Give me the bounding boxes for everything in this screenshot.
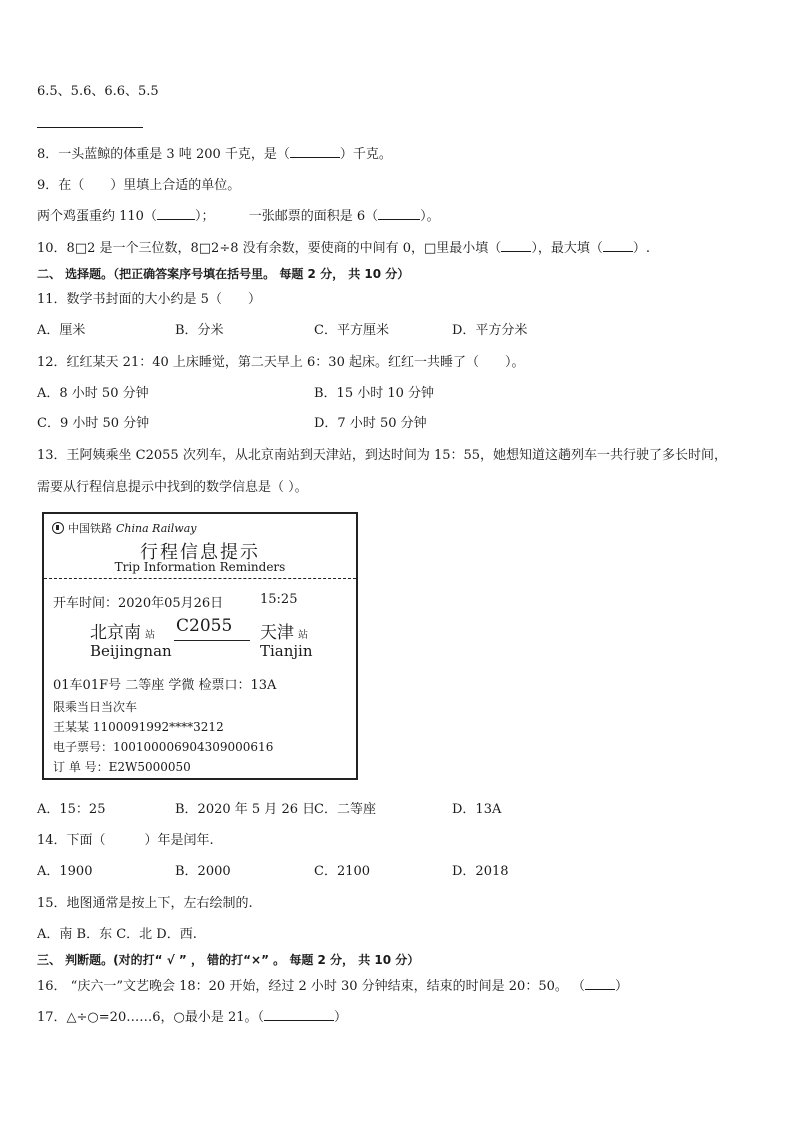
q10-text-after: ）.	[632, 241, 650, 256]
depart-time: 15:25	[260, 592, 298, 607]
question-12-stem: 12．红红某天 21：40 上床睡觉，第二天早上 6：30 起床。红红一共睡了（ ）。	[37, 355, 525, 370]
to-station-cn: 天津	[260, 623, 294, 643]
ticket-title: 行程信息提示	[140, 542, 260, 563]
answer-rule	[37, 127, 143, 128]
question-14-stem: 14．下面（ ）年是闰年.	[37, 833, 214, 848]
q14-option-b[interactable]: B．2000	[175, 864, 231, 879]
from-station-en: Beijingnan	[90, 642, 172, 660]
question-16	[37, 978, 628, 996]
q15-options[interactable]: A．南 B．东 C．北 D．西.	[37, 927, 197, 942]
to-station-suffix: 站	[298, 630, 308, 641]
logo-en: China Railway	[116, 521, 197, 535]
section-2-header: 二、 选择题。（把正确答案序号填在括号里。 每题 2 分， 共 10 分）	[37, 267, 410, 281]
railway-logo	[52, 520, 196, 536]
q17-text-before: 17．△÷○=20……6，○最小是 21。（	[37, 1010, 264, 1025]
order-number: 订 单 号：E2W5000050	[53, 760, 191, 774]
q14-option-c[interactable]: C．2100	[314, 864, 371, 879]
depart-date: 开车时间：2020年05月26日	[53, 596, 224, 611]
q10-blank-min[interactable]	[501, 240, 531, 252]
trip-info-ticket	[42, 512, 358, 780]
from-station-cn: 北京南	[90, 623, 141, 643]
ticket-subtitle: Trip Information Reminders	[114, 560, 286, 574]
q8-text-after: ）千克。	[339, 147, 392, 162]
to-station-en: Tianjin	[260, 642, 313, 660]
q13-option-a[interactable]: A．15：25	[37, 802, 106, 817]
eticket-number: 电子票号：10010000690430900061​6	[53, 740, 274, 754]
q7-options: 6.5、5.6、6.6、5.5	[37, 84, 159, 99]
ticket-notice: 限乘当日当次车	[53, 700, 138, 714]
passenger-info: 王某某 1100091992****3212	[53, 720, 224, 734]
section-3-header: 三、 判断题。(对的打“ √ ” ， 错的打“×” 。 每题 2 分， 共 10 分）	[37, 953, 420, 967]
question-15-stem: 15．地图通常是按上下，左右绘制的.	[37, 896, 253, 911]
from-station-suffix: 站	[145, 630, 155, 641]
question-8	[37, 146, 392, 164]
q11-option-d[interactable]: D．平方分米	[452, 323, 528, 338]
q9-part2-after: ）。	[420, 209, 440, 224]
q17-blank[interactable]	[264, 1009, 334, 1021]
question-13-stem-1: 13．王阿姨乘坐 C2055 次列车，从北京南站到天津站，到达时间为 15：55，她想知道这趟列车一共行驶了多长时间，	[37, 448, 728, 463]
q8-blank[interactable]	[290, 146, 340, 158]
q12-option-c[interactable]: C．9 小时 50 分钟	[37, 416, 150, 431]
question-9-parts	[37, 208, 440, 226]
q13-option-d[interactable]: D．13A	[452, 802, 502, 817]
q14-option-d[interactable]: D．2018	[452, 864, 509, 879]
train-arrow-line	[174, 640, 250, 641]
q12-option-b[interactable]: B．15 小时 10 分钟	[314, 386, 435, 401]
seat-info: 01车01F号 二等座 学微 检票口：13A	[53, 678, 277, 693]
q8-text-before: 8．一头蓝鲸的体重是 3 吨 200 千克，是（	[37, 147, 290, 162]
question-13-stem-2: 需要从行程信息提示中找到的数学信息是（ ）。	[37, 480, 308, 495]
q9-blank-1[interactable]	[157, 208, 195, 220]
to-station	[260, 618, 308, 643]
q13-option-b[interactable]: B．2020 年 5 月 26 日	[175, 802, 316, 817]
q11-option-c[interactable]: C．平方厘米	[314, 323, 389, 338]
ticket-divider	[44, 578, 356, 579]
question-10	[37, 240, 650, 258]
q10-text-middle: ），最大填（	[531, 241, 603, 256]
q9-part1-before: 两个鸡蛋重约 110（	[37, 209, 157, 224]
question-9: 9．在（ ）里填上合适的单位。	[37, 178, 241, 193]
q12-option-d[interactable]: D．7 小时 50 分钟	[314, 416, 427, 431]
q12-option-a[interactable]: A．8 小时 50 分钟	[37, 386, 149, 401]
q9-blank-2[interactable]	[378, 208, 420, 220]
q16-text-after: ）	[615, 979, 629, 994]
q14-option-a[interactable]: A．1900	[37, 864, 93, 879]
q16-blank[interactable]	[585, 978, 615, 990]
q13-option-c[interactable]: C．二等座	[314, 802, 376, 817]
question-11-stem: 11．数学书封面的大小约是 5（ ）	[37, 292, 261, 307]
q16-text-before: 16． “庆六一”文艺晚会 18：20 开始，经过 2 小时 30 分钟结束，结束的时间是 20：50。 （	[37, 979, 586, 994]
q10-blank-max[interactable]	[603, 240, 633, 252]
q11-option-a[interactable]: A．厘米	[37, 323, 86, 338]
q9-part2-before: 一张邮票的面积是 6（	[248, 209, 379, 224]
q11-option-b[interactable]: B．分米	[175, 323, 224, 338]
q10-text-before: 10．8□2 是一个三位数，8□2÷8 没有余数，要使商的中间有 0，□里最小填（	[37, 241, 502, 256]
q9-part1-after: ）；	[194, 209, 215, 224]
train-number: C2055	[176, 616, 233, 636]
logo-cn: 中国铁路	[68, 522, 112, 535]
from-station	[90, 618, 155, 643]
question-17	[37, 1009, 347, 1027]
q17-text-after: ）	[334, 1010, 348, 1025]
railway-logo-icon	[52, 522, 64, 534]
